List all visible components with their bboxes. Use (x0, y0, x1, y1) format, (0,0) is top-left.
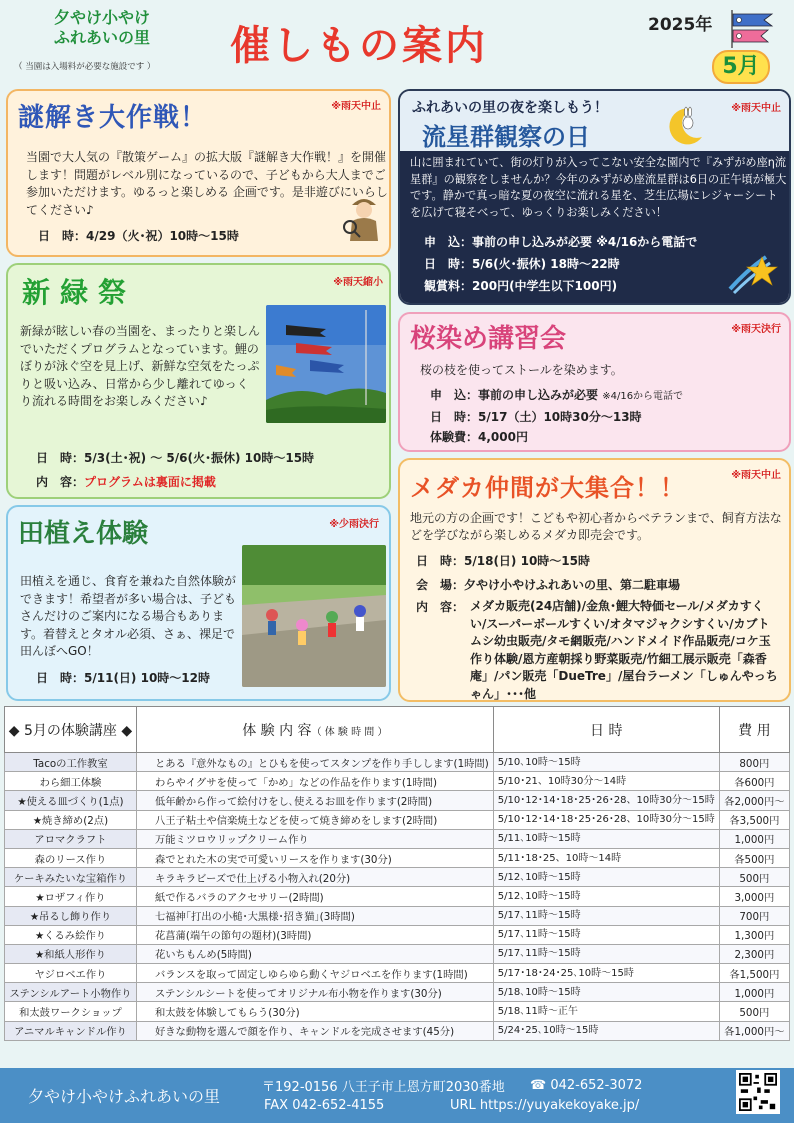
workshop-date: 5/12､10時～15時 (493, 887, 719, 906)
workshop-desc: バランスを取って固定しゆらゆら動くヤジロベエを作ります(1時間) (136, 964, 493, 983)
workshop-name: ケーキみたいな宝箱作り (5, 868, 137, 887)
rice-planting-photo (242, 545, 386, 687)
weather-note: ※雨天縮小 (333, 277, 383, 288)
park-name-line2: ふれあいの里 (53, 28, 150, 47)
event-venue: 会 場：夕やけ小やけふれあいの里、第二駐車場 (416, 578, 681, 592)
workshop-date: 5/10･12･14･18･25･26･28、10時30分～15時 (493, 810, 719, 829)
col-date: 日 時 (493, 707, 719, 753)
table-row (5, 1002, 790, 1021)
table-row (5, 944, 790, 963)
workshop-name: ★くるみ絵作り (5, 925, 137, 944)
event-title: 田植え体験 (18, 519, 149, 549)
footer-address: 〒192-0156 八王子市上恩方町2030番地 (262, 1080, 505, 1095)
workshop-name: ★吊るし飾り作り (5, 906, 137, 925)
workshop-fee: 各1,500円 (719, 964, 789, 983)
admission-note: （ 当園は入場料が必要な施設です ） (14, 62, 156, 72)
workshop-name: アニマルキャンドル作り (5, 1021, 137, 1040)
event-description: 桜の枝を使ってストールを染めます。 (420, 363, 623, 377)
workshop-date: 5/17､11時～15時 (493, 906, 719, 925)
event-sakurazome (398, 312, 791, 452)
table-row (5, 829, 790, 848)
workshop-date: 5/17､11時～15時 (493, 944, 719, 963)
table-row (5, 772, 790, 791)
workshop-date: 5/10､10時～15時 (493, 753, 719, 772)
workshop-desc: キラキラビーズで仕上げる小物入れ(20分) (136, 868, 493, 887)
col-fee: 費 用 (719, 707, 789, 753)
event-content: メダカ販売(24店舗)/金魚･鯉大特価セール/メダカすくい/スーパーボールすくい/オタマジャクシすくい/カブトムシ幼虫販売/タモ網販売/ハンドメイド作品販売/コケ玉作り体験/恩方産朝採り野菜販売/竹細工展示販売「森香庵」/パン販売「DueTre」/屋台ラーメン「しゅんやっちゃん」･･･他 (470, 599, 778, 701)
workshop-fee: 1,000円 (719, 829, 789, 848)
event-content: 内 容：プログラムは裏面に掲載 (36, 475, 216, 489)
workshop-fee: 各600円 (719, 772, 789, 791)
event-date: 日 時：5/11(日) 10時～12時 (36, 671, 210, 685)
weather-note: ※少雨決行 (329, 519, 379, 530)
workshop-desc: とある『意外なもの』とひもを使ってスタンプを作り手しします(1時間) (136, 753, 493, 772)
qr-code-icon[interactable] (736, 1070, 780, 1114)
workshop-fee: 500円 (719, 868, 789, 887)
event-medaka (398, 458, 791, 702)
workshop-name: アロマクラフト (5, 829, 137, 848)
workshop-name: ★使える皿づくり(1点) (5, 791, 137, 810)
event-fee: 体験費：4,000円 (430, 430, 528, 444)
table-row (5, 983, 790, 1002)
workshop-desc: 万能ミツロウリップクリーム作り (136, 829, 493, 848)
footer-url[interactable]: URL https://yuyakekoyake.jp/ (450, 1098, 640, 1113)
event-fee: 観賞料：200円(中学生以下100円) (424, 279, 618, 293)
table-row (5, 964, 790, 983)
workshop-date: 5/18､11時～正午 (493, 1002, 719, 1021)
col-content: 体 験 内 容（ 体 験 時 間 ） (136, 707, 493, 753)
event-description: 山に囲まれていて、街の灯りが入ってこない安全な園内で『みずがめ座η流星群』の観察をしませんか？今年のみずがめ座流星群は6日の正午頃が極大です。静かで真っ暗な夏の夜空に流れる星を、芝生広場にレジャーシートを広げて寝そべって、ゆっくりお楽しみください！ (410, 156, 787, 219)
weather-note: ※雨天中止 (731, 103, 781, 114)
workshop-fee: 各3,500円 (719, 810, 789, 829)
workshop-name: ★和紙人形作り (5, 944, 137, 963)
workshop-fee: 1,000円 (719, 983, 789, 1002)
table-row (5, 868, 790, 887)
event-apply: 申 込：事前の申し込みが必要 ※4/16から電話で (424, 235, 698, 249)
workshop-desc: 花いちもんめ(5時間) (136, 944, 493, 963)
park-name-line1: 夕やけ小やけ (53, 8, 150, 27)
event-date: 日 時：5/17（土）10時30分～13時 (430, 410, 642, 424)
table-row (5, 810, 790, 829)
workshop-date: 5/10･21、10時30分～14時 (493, 772, 719, 791)
workshop-desc: 好きな動物を選んで顔を作り、キャンドルを完成させます(45分) (136, 1021, 493, 1040)
workshop-desc: 紙で作るバラのアクセサリー(2時間) (136, 887, 493, 906)
workshop-fee: 1,300円 (719, 925, 789, 944)
workshop-desc: わらやイグサを使って「かめ」などの作品を作ります(1時間) (136, 772, 493, 791)
table-row (5, 906, 790, 925)
workshop-desc: 低年齢から作って絵付けをし､使えるお皿を作ります(2時間) (136, 791, 493, 810)
workshop-desc: 七福神｢打出の小槌･大黒様･招き猫｣(3時間) (136, 906, 493, 925)
workshop-name: ★焼き締め(2点) (5, 810, 137, 829)
workshop-date: 5/17･18･24･25､10時～15時 (493, 964, 719, 983)
workshop-fee: 各2,000円～ (719, 791, 789, 810)
workshop-name: わら細工体験 (5, 772, 137, 791)
event-title: 流星群観察の日 (422, 123, 590, 151)
workshop-desc: ステンシルシートを使ってオリジナル布小物を作ります(30分) (136, 983, 493, 1002)
page-title: 催しもの案内 (230, 23, 488, 69)
event-content-label: 内 容： (416, 600, 465, 614)
weather-note: ※雨天決行 (731, 324, 781, 335)
event-subtitle: ふれあいの里の夜を楽しもう！ (412, 100, 608, 116)
park-logo (12, 8, 192, 48)
event-description: 当園で大人気の『散策ゲーム』の拡大版『謎解き大作戦！』を開催します！問題がレベル別になっているので、子どもから大人までご参加いただけます。ゆるっと楽しめる 企画です。是非遊びにいらしてください♪ (26, 150, 388, 217)
workshop-desc: 八王子粘土や信楽焼土などを使って焼き締めをします(2時間) (136, 810, 493, 829)
workshop-fee: 各500円 (719, 848, 789, 867)
year-label: 2025年 (648, 15, 713, 35)
workshop-date: 5/17､11時～15時 (493, 925, 719, 944)
shooting-star-icon (726, 249, 780, 297)
workshop-fee: 800円 (719, 753, 789, 772)
event-taue (6, 505, 391, 701)
event-title: 桜染め講習会 (410, 324, 567, 354)
event-date: 日 時：5/3(土･祝) ～ 5/6(火･振休) 10時～15時 (36, 451, 315, 465)
workshop-desc: 和太鼓を体験してもらう(30分) (136, 1002, 493, 1021)
workshop-date: 5/24･25､10時～15時 (493, 1021, 719, 1040)
table-row (5, 753, 790, 772)
workshop-date: 5/12､10時～15時 (493, 868, 719, 887)
weather-note: ※雨天中止 (731, 470, 781, 481)
koinobori-photo (266, 305, 386, 423)
event-date: 日 時：5/18(日) 10時～15時 (416, 554, 590, 568)
event-apply: 申 込：事前の申し込みが必要 ※4/16から電話で (430, 388, 684, 402)
event-description: 新緑が眩しい春の当園を、まったりと楽しんでいただくプログラムとなっています。鯉のぼりが泳ぐ空を見上げ、新鮮な空気をたっぷりと吸い込み、日常から少し離れてゆっくり流れる時間をお楽しみください♪ (20, 324, 261, 408)
event-title: 謎解き大作戦！ (18, 103, 208, 133)
workshop-date: 5/18､10時～15時 (493, 983, 719, 1002)
table-row (5, 1021, 790, 1040)
table-row (5, 791, 790, 810)
workshop-name: Tacoの工作教室 (5, 753, 137, 772)
workshop-name: 森のリース作り (5, 848, 137, 867)
month-badge: 5月 (712, 50, 770, 84)
event-description: 地元の方の企画です！こどもや初心者からベテランまで、飼育方法などを学びながら楽しめるメダカ即売会です。 (410, 511, 782, 542)
event-date: 日 時：5/6(火･振休) 18時～22時 (424, 257, 620, 271)
table-header (5, 707, 790, 753)
workshop-fee: 500円 (719, 1002, 789, 1021)
event-description: 田植えを通じ、食育を兼ねた自然体験ができます！希望者が多い場合は、子どもさんだけのご案内になる場合もあります。着替えとタオル必須、さぁ、裸足で田んぼへGO！ (20, 574, 237, 658)
weather-note: ※雨天中止 (331, 101, 381, 112)
event-shinryoku (6, 263, 391, 499)
workshop-desc: 花菖蒲(端午の節句の題材)(3時間) (136, 925, 493, 944)
moon-rabbit-icon (662, 103, 708, 149)
workshop-fee: 700円 (719, 906, 789, 925)
table-title: ◆ 5月の体験講座 ◆ (5, 707, 137, 753)
workshop-fee: 2,300円 (719, 944, 789, 963)
footer-fax: FAX 042-652-4155 (264, 1098, 385, 1113)
workshop-date: 5/11･18･25、10時～14時 (493, 848, 719, 867)
workshop-date: 5/10･12･14･18･25･26･28、10時30分～15時 (493, 791, 719, 810)
workshop-name: 和太鼓ワークショップ (5, 1002, 137, 1021)
event-nazotoki (6, 89, 391, 257)
workshop-date: 5/11､10時～15時 (493, 829, 719, 848)
table-row (5, 887, 790, 906)
event-title: メダカ仲間が大集合！！ (410, 474, 685, 502)
footer (0, 1068, 794, 1123)
footer-name: 夕やけ小やけふれあいの里 (28, 1087, 221, 1106)
workshop-name: ★ロザフィ作り (5, 887, 137, 906)
event-ryuseigun (398, 89, 791, 305)
table-row (5, 848, 790, 867)
workshop-desc: 森でとれた木の実で可愛いリースを作ります(30分) (136, 848, 493, 867)
table-row (5, 925, 790, 944)
event-title: 新緑祭 (22, 276, 137, 309)
workshop-fee: 各1,000円～ (719, 1021, 789, 1040)
workshop-name: ヤジロベエ作り (5, 964, 137, 983)
workshop-table (4, 706, 790, 1041)
footer-phone: ☎ 042-652-3072 (530, 1078, 643, 1093)
workshop-fee: 3,000円 (719, 887, 789, 906)
workshop-name: ステンシルアート小物作り (5, 983, 137, 1002)
event-date: 日 時：4/29（火･祝）10時～15時 (38, 229, 239, 243)
koinobori-icon (728, 10, 778, 48)
detective-icon (342, 191, 386, 243)
